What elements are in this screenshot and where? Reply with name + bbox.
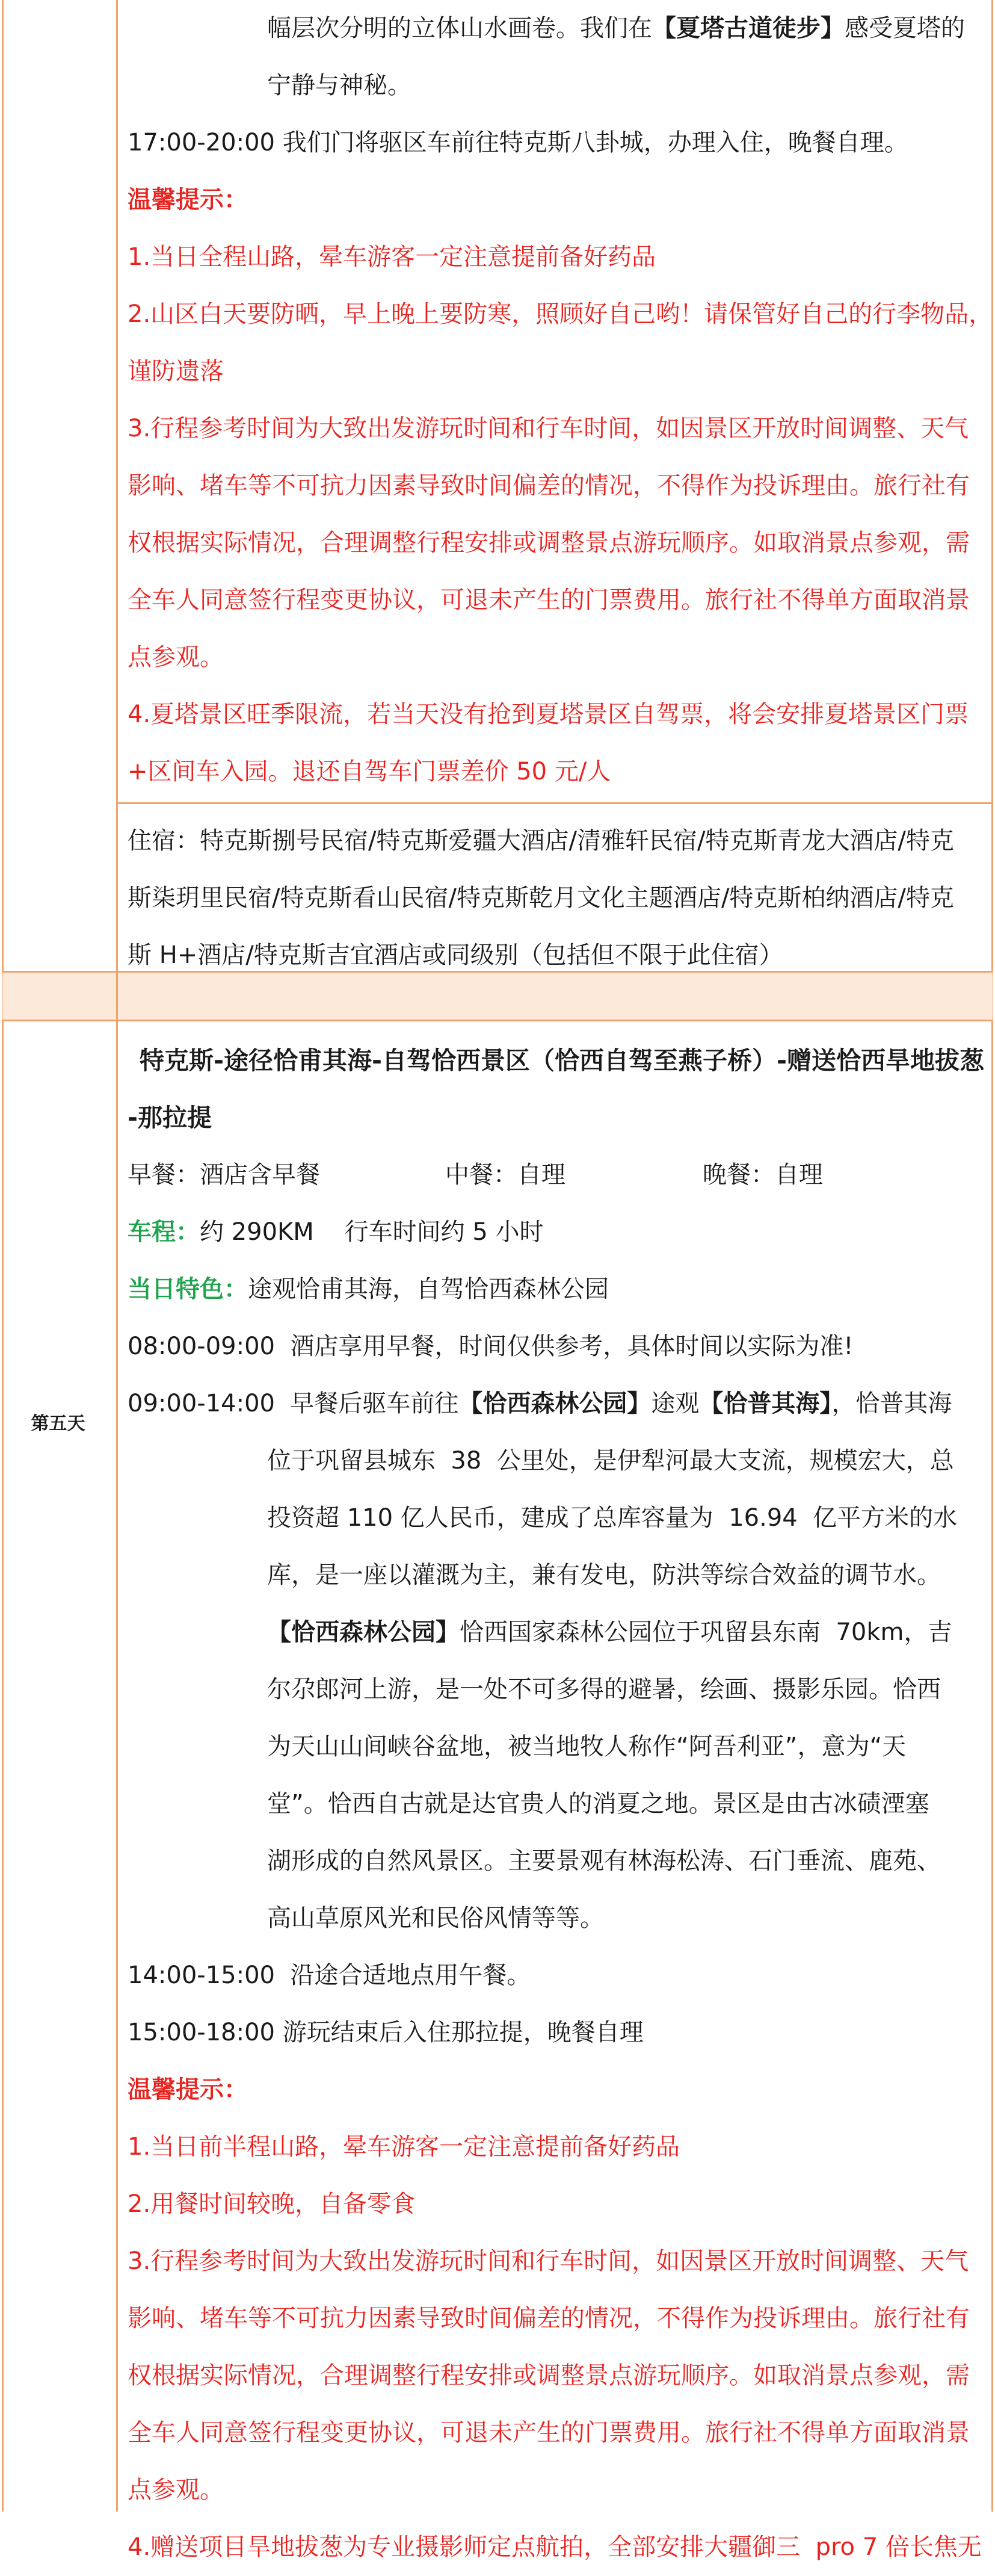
text-segment: 3.行程参考时间为大致出发游玩时间和行车时间，如因景区开放时间调整、天气 [128,415,969,442]
text-segment: 全车人同意签行程变更协议，可退未产生的门票费用。旅行社不得单方面取消景 [128,586,970,614]
text-line [128,1432,954,1490]
text-segment: 感受夏塔的 [845,14,965,42]
text-line [128,172,944,229]
text-line [128,57,944,114]
text-segment: 库，是一座以灌溉为主，兼有发电，防洪等综合效益的调节水。 [267,1561,941,1589]
text-line [128,400,969,457]
row-divider-bottom-shade [2,1020,993,1021]
text-segment: 投资超 110 亿人民币，建成了总库容量为 16.94 亿平方米的水 [267,1504,958,1532]
text-line [128,2347,970,2404]
text-line [128,114,944,172]
feature-row [128,1261,944,1318]
text-segment: 【恰普其海】 [699,1390,832,1417]
text-line [128,1833,944,1890]
text-segment: 2.山区白天要防晒，早上晚上要防寒，照顾好自己哟！请保管好自己的行李物品， [128,300,993,328]
text-line [128,1947,944,2004]
text-segment: 温馨提示： [128,2076,248,2104]
text-segment: 点参观。 [128,2476,224,2504]
text-line [128,1718,944,1776]
text-segment: 【恰西森林公园】 [267,1618,460,1646]
text-line [128,2061,944,2119]
row-divider-lodging [116,802,993,804]
text-line [128,2462,944,2519]
text-line [128,457,970,515]
text-line [128,743,944,800]
text-segment: 尔尕郎河上游，是一处不可多得的避暑，绘画、摄影乐园。恰西 [267,1676,941,1703]
text-segment: 温馨提示： [128,186,248,214]
text-segment: 谨防遗落 [128,358,224,385]
feature-text: 途观恰甫其海，自驾恰西森林公园 [248,1275,609,1303]
text-line [128,686,969,743]
day5-title-line-2: -那拉提 [128,1103,212,1132]
text-line [128,1490,958,1547]
text-segment: 权根据实际情况，合理调整行程安排或调整景点游玩顺序。如取消景点参观，需 [128,529,970,557]
text-line [128,1604,952,1661]
text-segment: 影响、堵车等不可抗力因素导致时间偏差的情况，不得作为投诉理由。旅行社有 [128,2305,970,2332]
text-line [128,1318,944,1375]
text-segment: 影响、堵车等不可抗力因素导致时间偏差的情况，不得作为投诉理由。旅行社有 [128,472,970,500]
text-segment: 2.用餐时间较晚，自备零食 [128,2190,416,2218]
text-segment: 宁静与神秘。 [267,72,411,99]
text-line [128,229,944,286]
lodging-line: 斯 H+酒店/特克斯吉宜酒店或同级别（包括但不限于此住宿） [128,941,783,969]
text-segment: 恰西国家森林公园位于巩留县东南 70km，吉 [460,1618,952,1646]
text-segment: 14:00-15:00 沿途合适地点用午餐。 [128,1961,531,1989]
day-label: 第五天 [31,1413,85,1434]
text-line [128,2519,982,2576]
lodging-line: 斯柒玥里民宿/特克斯看山民宿/特克斯乾月文化主题酒店/特克斯柏纳酒店/特克 [128,884,954,912]
table-border-middle [116,0,118,2512]
text-segment: +区间车入园。退还自驾车门票差价 50 元/人 [128,758,611,785]
text-line [128,0,965,57]
drive-label: 车程： [128,1218,200,1246]
text-line [128,2404,970,2462]
lodging-line: 住宿：特克斯捌号民宿/特克斯爱疆大酒店/清雅轩民宿/特克斯青龙大酒店/特克 [128,827,954,855]
text-line [128,2119,944,2176]
text-segment: 高山草原风光和民俗风情等等。 [267,1904,604,1932]
text-segment: 08:00-09:00 酒店享用早餐，时间仅供参考，具体时间以实际为准! [128,1333,854,1360]
previous-day-content [128,0,993,800]
text-segment: 4.赠送项目旱地拔葱为专业摄影师定点航拍，全部安排大疆御三 pro 7 倍长焦无 [128,2533,982,2561]
text-segment: 【恰西森林公园】 [458,1390,652,1417]
table-border-left [2,0,4,2512]
text-line [128,2290,970,2347]
lodging-info [128,813,954,984]
meals-row [128,1147,944,1204]
text-segment: 位于巩留县城东 38 公里处，是伊犁河最大支流，规模宏大，总 [267,1447,954,1475]
drive-text: 约 290KM 行车时间约 5 小时 [200,1218,544,1246]
breakfast-text: 早餐：酒店含早餐 [128,1161,320,1189]
text-segment: 4.夏塔景区旺季限流，若当天没有抢到夏塔景区自驾票，将会安排夏塔景区门票 [128,701,969,728]
text-segment: 全车人同意签行程变更协议，可退未产生的门票费用。旅行社不得单方面取消景 [128,2419,970,2447]
text-line [128,2233,969,2290]
day5-title-line-1: 特克斯-途径恰甫其海-自驾恰西景区（恰西自驾至燕子桥）-赠送恰西旱地拔葱 [140,1046,985,1075]
text-segment: 点参观。 [128,643,224,671]
text-line [128,1375,952,1432]
lunch-text: 中餐：自理 [445,1161,565,1189]
text-line [128,343,944,400]
text-line [128,286,993,343]
day5-schedule [128,1318,982,2576]
text-segment: 17:00-20:00 我们门将驱区车前往特克斯八卦城，办理入住，晚餐自理。 [128,129,908,156]
text-segment: 1.当日前半程山路，晕车游客一定注意提前备好药品 [128,2133,680,2161]
table-border-right [991,0,993,2512]
text-line [128,572,970,629]
text-segment: 15:00-18:00 游玩结束后入住那拉提，晚餐自理 [128,2019,644,2046]
day5-content [128,1032,985,2576]
text-segment: 湖形成的自然风景区。主要景观有林海松涛、石门垂流、鹿苑、 [267,1847,941,1875]
text-line [128,629,944,686]
text-line [128,2004,944,2061]
text-line [128,515,970,572]
text-line [128,1547,944,1604]
text-segment: 为天山山间峡谷盆地，被当地牧人称作“阿吾利亚”，意为“天 [267,1733,907,1760]
text-line [128,1776,944,1833]
text-segment: 途观 [651,1390,700,1417]
text-line [128,1890,944,1947]
text-line [128,1661,944,1718]
text-segment: 【夏塔古道徒步】 [652,14,845,42]
text-segment: 堂”。恰西自古就是达官贵人的消夏之地。景区是由古冰碛湮塞 [267,1790,929,1818]
text-segment: ，恰普其海 [831,1390,952,1417]
shade-column-divider [116,973,118,1020]
text-segment: 09:00-14:00 早餐后驱车前往 [128,1390,459,1417]
feature-label: 当日特色： [128,1275,248,1303]
text-segment: 权根据实际情况，合理调整行程安排或调整景点游玩顺序。如取消景点参观，需 [128,2362,970,2389]
drive-row [128,1204,944,1261]
text-segment: 1.当日全程山路，晕车游客一定注意提前备好药品 [128,243,656,271]
text-line [128,2176,944,2233]
text-segment: 3.行程参考时间为大致出发游玩时间和行车时间，如因景区开放时间调整、天气 [128,2247,969,2275]
text-segment: 幅层次分明的立体山水画卷。我们在 [267,14,652,42]
dinner-text: 晚餐：自理 [703,1161,823,1189]
